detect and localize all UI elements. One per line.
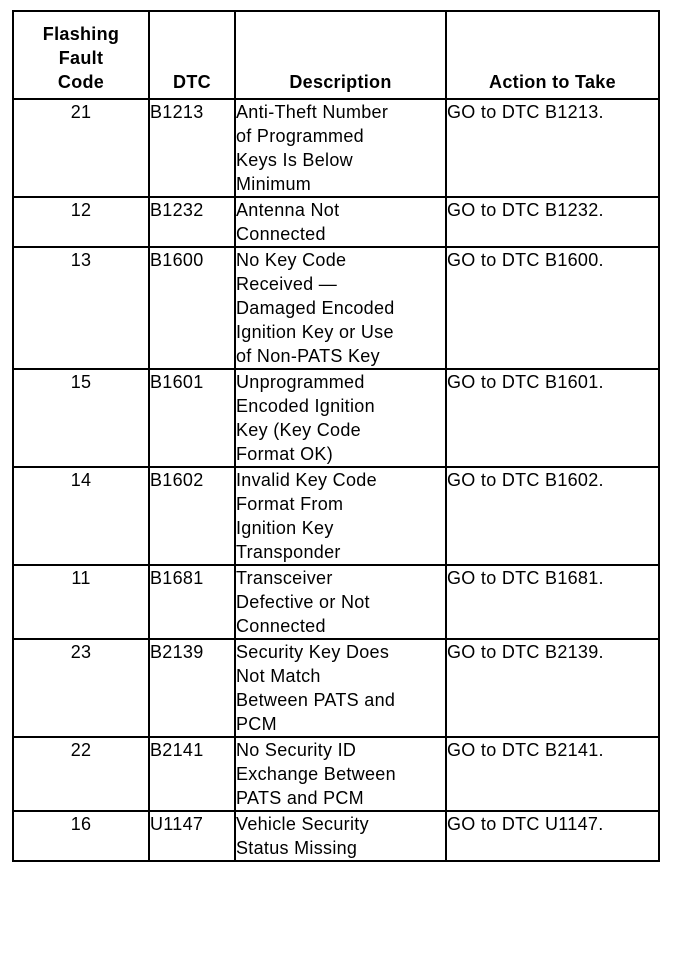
- description-line: Keys Is Below: [236, 150, 353, 170]
- description-line: Status Missing: [236, 838, 358, 858]
- description-cell: [235, 639, 446, 737]
- dtc-cell: B1681: [149, 565, 235, 639]
- description-line: Connected: [236, 616, 326, 636]
- action-cell: GO to DTC B1213.: [446, 99, 659, 197]
- description-cell: [235, 811, 446, 861]
- description-line: No Key Code: [236, 250, 347, 270]
- action-cell: GO to DTC B1600.: [446, 247, 659, 369]
- description-line: Format From: [236, 494, 344, 514]
- fault-code-cell: 23: [13, 639, 149, 737]
- header-description: Description: [235, 11, 446, 99]
- description-line: Ignition Key or Use: [236, 322, 394, 342]
- description-line: Defective or Not: [236, 592, 370, 612]
- table-row: [13, 467, 659, 565]
- table-row: [13, 737, 659, 811]
- header-row: [13, 11, 659, 99]
- fault-code-cell: 14: [13, 467, 149, 565]
- description-cell: [235, 737, 446, 811]
- dtc-cell: B2139: [149, 639, 235, 737]
- action-cell: GO to DTC B1681.: [446, 565, 659, 639]
- description-line: Between PATS and: [236, 690, 396, 710]
- table-row: [13, 247, 659, 369]
- header-action: Action to Take: [446, 11, 659, 99]
- table-row: [13, 565, 659, 639]
- description-line: Invalid Key Code: [236, 470, 377, 490]
- description-line: Encoded Ignition: [236, 396, 375, 416]
- description-line: of Programmed: [236, 126, 364, 146]
- description-line: Ignition Key: [236, 518, 334, 538]
- description-line: Anti-Theft Number: [236, 102, 389, 122]
- action-cell: GO to DTC B1602.: [446, 467, 659, 565]
- description-line: Transponder: [236, 542, 341, 562]
- fault-code-cell: 16: [13, 811, 149, 861]
- description-line: Format OK): [236, 444, 334, 464]
- header-dtc: DTC: [149, 11, 235, 99]
- action-cell: GO to DTC U1147.: [446, 811, 659, 861]
- description-line: Damaged Encoded: [236, 298, 395, 318]
- fault-code-cell: 15: [13, 369, 149, 467]
- header-flashing-line-1: Flashing: [42, 24, 120, 44]
- fault-code-cell: 21: [13, 99, 149, 197]
- description-line: PATS and PCM: [236, 788, 364, 808]
- dtc-cell: B1232: [149, 197, 235, 247]
- table-row: [13, 197, 659, 247]
- description-line: Minimum: [236, 174, 312, 194]
- description-line: Exchange Between: [236, 764, 396, 784]
- description-line: Not Match: [236, 666, 321, 686]
- dtc-cell: B1602: [149, 467, 235, 565]
- action-cell: GO to DTC B1232.: [446, 197, 659, 247]
- description-line: Security Key Does: [236, 642, 390, 662]
- action-cell: GO to DTC B2139.: [446, 639, 659, 737]
- description-line: Key (Key Code: [236, 420, 361, 440]
- description-cell: [235, 467, 446, 565]
- description-line: No Security ID: [236, 740, 357, 760]
- description-line: of Non-PATS Key: [236, 346, 380, 366]
- table-row: [13, 639, 659, 737]
- description-cell: [235, 369, 446, 467]
- dtc-table: [12, 10, 660, 862]
- fault-code-cell: 12: [13, 197, 149, 247]
- dtc-cell: B1600: [149, 247, 235, 369]
- table-row: [13, 811, 659, 861]
- fault-code-cell: 11: [13, 565, 149, 639]
- description-line: Received —: [236, 274, 338, 294]
- description-cell: [235, 197, 446, 247]
- table-row: [13, 369, 659, 467]
- description-line: Unprogrammed: [236, 372, 365, 392]
- description-line: Vehicle Security: [236, 814, 369, 834]
- header-flashing-fault-code: [13, 11, 149, 99]
- description-cell: [235, 247, 446, 369]
- table-row: [13, 99, 659, 197]
- fault-code-cell: 22: [13, 737, 149, 811]
- description-line: PCM: [236, 714, 277, 734]
- action-cell: GO to DTC B1601.: [446, 369, 659, 467]
- fault-code-cell: 13: [13, 247, 149, 369]
- description-line: Connected: [236, 224, 326, 244]
- description-line: Antenna Not: [236, 200, 340, 220]
- header-flashing-line-3: Code: [57, 72, 105, 92]
- description-cell: [235, 565, 446, 639]
- action-cell: GO to DTC B2141.: [446, 737, 659, 811]
- description-line: Transceiver: [236, 568, 333, 588]
- description-cell: [235, 99, 446, 197]
- dtc-cell: U1147: [149, 811, 235, 861]
- header-flashing-line-2: Fault: [58, 48, 104, 68]
- dtc-cell: B1601: [149, 369, 235, 467]
- dtc-cell: B2141: [149, 737, 235, 811]
- dtc-cell: B1213: [149, 99, 235, 197]
